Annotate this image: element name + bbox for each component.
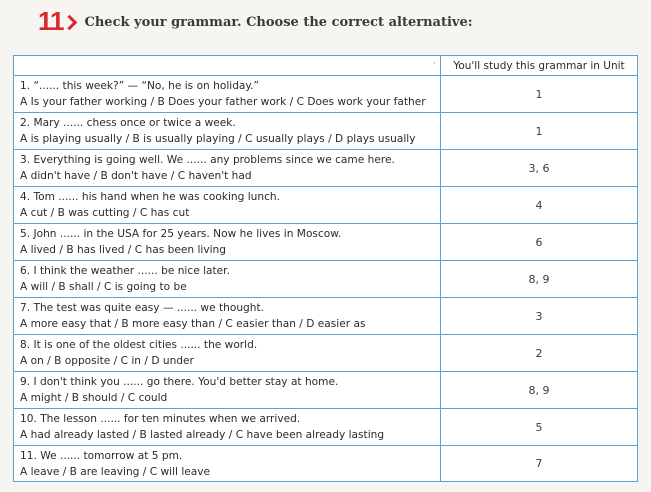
answer-options: A more easy that / B more easy than / C easier than / D easier as <box>20 318 366 330</box>
question-text: 9. I don't think you ...... go there. You'd better stay at home. <box>20 376 339 388</box>
question-text: 8. It is one of the oldest cities ...... the world. <box>20 339 258 351</box>
unit-cell: 5 <box>535 420 543 434</box>
answer-options: A is playing usually / B is usually playing / C usually plays / D plays usually <box>20 133 416 145</box>
unit-cell: 3 <box>535 309 543 323</box>
question-cell <box>14 372 441 408</box>
question-cell <box>14 224 441 260</box>
answer-options: A had already lasted / B lasted already / C have been already lasting <box>20 429 385 441</box>
answer-options: A might / B should / C could <box>20 392 168 404</box>
answer-options: A leave / B are leaving / C will leave <box>20 466 211 478</box>
grammar-table <box>13 55 638 482</box>
question-text: 7. The test was quite easy — ...... we thought. <box>20 302 264 314</box>
question-text: 6. I think the weather ...... be nice later. <box>20 265 230 277</box>
question-text: 4. Tom ...... his hand when he was cooking lunch. <box>20 191 281 203</box>
question-cell <box>14 335 441 371</box>
unit-cell: 1 <box>535 124 543 138</box>
table-row <box>14 113 637 150</box>
question-cell <box>14 409 441 445</box>
question-cell <box>14 298 441 334</box>
table-row <box>14 187 637 224</box>
answer-options: A will / B shall / C is going to be <box>20 281 187 293</box>
answer-options: A on / B opposite / C in / D under <box>20 355 194 367</box>
question-column-header <box>14 56 441 75</box>
table-row <box>14 261 637 298</box>
table-row <box>14 298 637 335</box>
unit-cell: 4 <box>535 198 543 212</box>
table-row <box>14 335 637 372</box>
question-cell <box>14 113 441 149</box>
question-text: 5. John ...... in the USA for 25 years. Now he lives in Moscow. <box>20 228 342 240</box>
question-cell <box>14 261 441 297</box>
answer-options: A cut / B was cutting / C has cut <box>20 207 190 219</box>
unit-column-header: You'll study this grammar in Unit <box>453 59 625 72</box>
unit-cell: 1 <box>535 87 543 101</box>
unit-cell: 6 <box>535 235 543 249</box>
question-text: 10. The lesson ...... for ten minutes when we arrived. <box>20 413 301 425</box>
question-text: 2. Mary ...... chess once or twice a week. <box>20 117 236 129</box>
exercise-header <box>38 6 473 37</box>
unit-cell: 8, 9 <box>528 272 550 286</box>
unit-cell: 2 <box>535 346 543 360</box>
exercise-title: Check your grammar. Choose the correct alternative: <box>84 15 473 30</box>
unit-cell: 3, 6 <box>528 161 550 175</box>
table-row <box>14 224 637 261</box>
exercise-number: 11 <box>38 6 64 36</box>
question-text: 11. We ...... tomorrow at 5 pm. <box>20 450 183 462</box>
question-text: 1. “...... this week?” — “No, he is on holiday.” <box>20 80 260 92</box>
table-row <box>14 76 637 113</box>
table-row <box>14 150 637 187</box>
table-row <box>14 372 637 409</box>
question-text: 3. Everything is going well. We ...... any problems since we came here. <box>20 154 395 166</box>
table-row <box>14 446 637 481</box>
question-cell <box>14 446 441 481</box>
answer-options: A didn't have / B don't have / C haven't had <box>20 170 252 182</box>
answer-options: A Is your father working / B Does your father work / C Does work your father <box>20 96 426 108</box>
unit-cell: 7 <box>535 457 543 470</box>
table-row <box>14 409 637 446</box>
question-cell <box>14 150 441 186</box>
table-header-row <box>14 56 637 76</box>
question-cell <box>14 187 441 223</box>
unit-cell: 8, 9 <box>528 383 550 397</box>
answer-options: A lived / B has lived / C has been living <box>20 244 226 256</box>
question-cell <box>14 76 441 112</box>
dot-mark: · <box>433 59 436 69</box>
